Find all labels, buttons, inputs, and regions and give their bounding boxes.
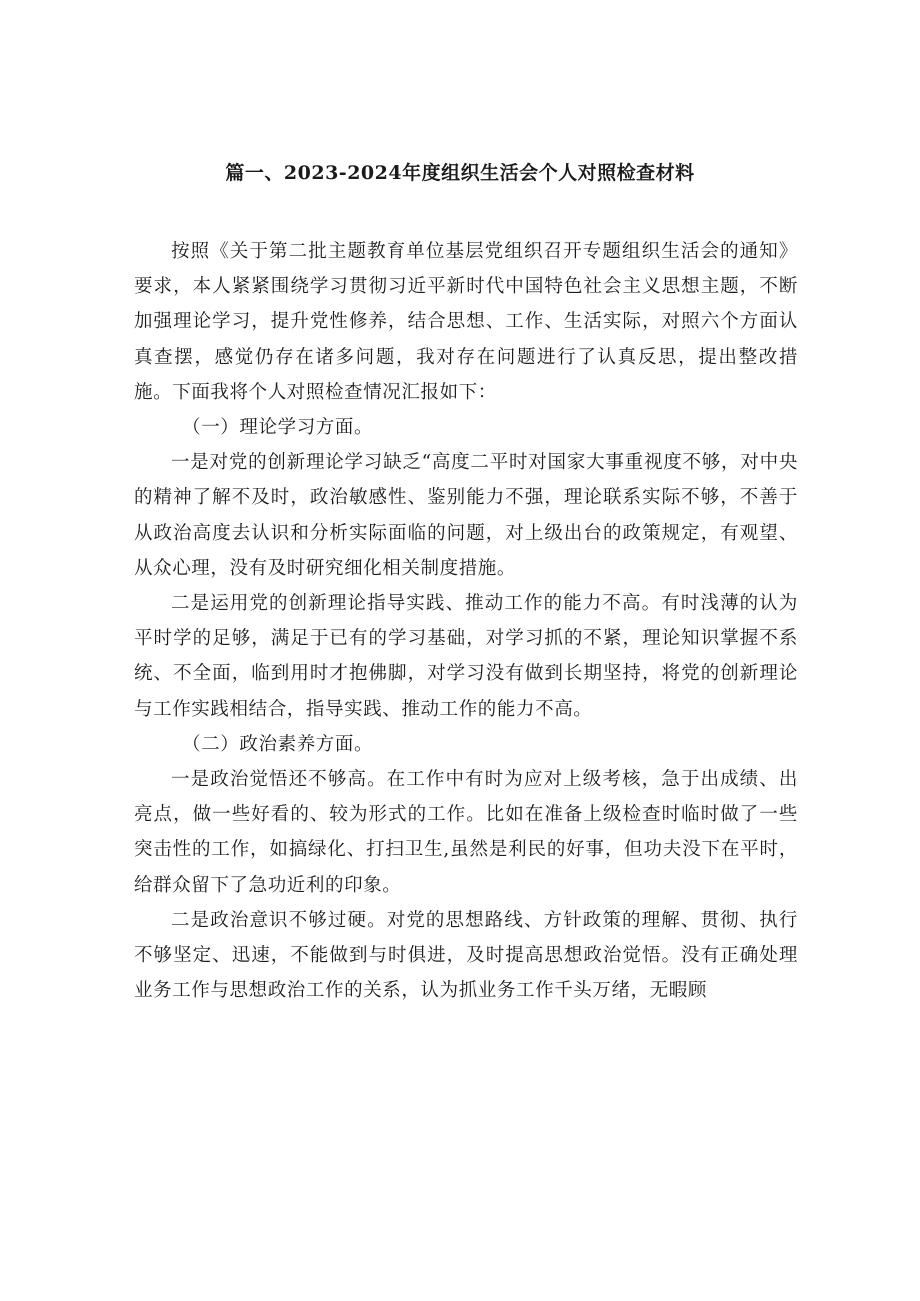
body-paragraph: 二是运用党的创新理论指导实践、推动工作的能力不高。有时浅薄的认为平时学的足够，满足于已有的学习基础，对学习抓的不紧，理论知识掌握不系统、不全面，临到用时才抱佛脚，对学习没有做到长期坚持，将党的创新理论与工作实践相结合，指导实践、推动工作的能力不高。: [134, 593, 798, 720]
section-heading-political-quality: （二）政治素养方面。: [182, 733, 374, 755]
section-heading-theory-study: （一）理论学习方面。: [182, 417, 374, 439]
document-body: [134, 234, 798, 1008]
body-paragraph: 二是政治意识不够过硬。对党的思想路线、方针政策的理解、贯彻、执行不够坚定、迅速，不能做到与时俱进，及时提高思想政治觉悟。没有正确处理业务工作与思想政治工作的关系，认为抓业务工作千头万绪，无暇顾: [134, 909, 798, 1002]
intro-paragraph: 按照《关于第二批主题教育单位基层党组织召开专题组织生活会的通知》要求，本人紧紧围绕学习贯彻习近平新时代中国特色社会主义思想主题，不断加强理论学习，提升党性修养，结合思想、工作、生活实际，对照六个方面认真查摆，感觉仍存在诸多问题，我对存在问题进行了认真反思，提出整改措施。下面我将个人对照检查情况汇报如下：: [134, 241, 798, 403]
document-title: 篇一、2023-2024年度组织生活会个人对照检查材料: [225, 162, 695, 184]
body-paragraph: 一是政治觉悟还不够高。在工作中有时为应对上级考核，急于出成绩、出亮点，做一些好看的、较为形式的工作。比如在准备上级检查时临时做了一些突击性的工作，如搞绿化、打扫卫生,虽然是利民的好事，但功夫没下在平时，给群众留下了急功近利的印象。: [134, 769, 798, 896]
body-paragraph: 一是对党的创新理论学习缺乏“高度二平时对国家大事重视度不够，对中央的精神了解不及时，政治敏感性、鉴别能力不强，理论联系实际不够，不善于从政治高度去认识和分析实际面临的问题，对上级出台的政策规定，有观望、从众心理，没有及时研究细化相关制度措施。: [134, 452, 798, 579]
